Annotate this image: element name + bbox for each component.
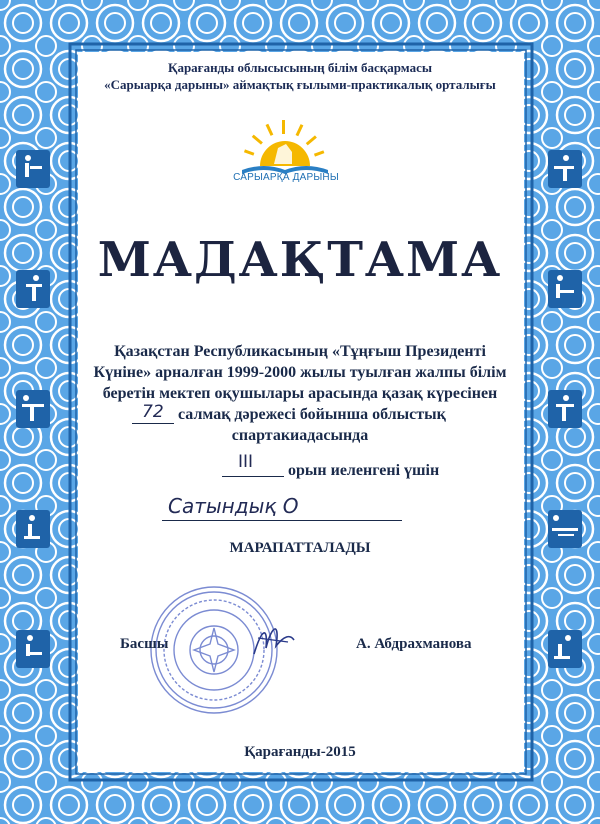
footer-city-year: Қарағанды-2015	[244, 744, 356, 760]
logo-caption: САРЫАРҚА ДАРЫНЫ	[233, 172, 339, 183]
place-handwritten: III	[238, 452, 254, 472]
body-line-1: Қазақстан Республикасының «Тұңғыш Президенті	[114, 343, 486, 360]
body-line-2: Күніне» арналған 1999-2000 жылы туылған жалпы білім	[93, 364, 507, 381]
recipient-underline	[162, 520, 402, 521]
weight-underline	[132, 423, 174, 424]
signature-scribble-icon	[248, 618, 298, 662]
place-underline	[222, 476, 284, 477]
awarded-text: МАРАПАТТАЛАДЫ	[229, 540, 371, 556]
signatory-role: Басшы	[120, 636, 169, 652]
recipient-handwritten: Сатындық О	[168, 494, 299, 518]
body-line-5: спартакиадасында	[231, 427, 369, 444]
signatory-name: А. Абдрахманова	[356, 636, 472, 652]
place-text: орын иеленгені үшін	[288, 462, 440, 479]
issuer-line: Қарағанды облысысының білім басқармасы	[168, 60, 432, 75]
body-line-4: салмақ дәрежесі бойынша облыстық	[178, 406, 446, 423]
organization-line: «Сарыарқа дарыны» аймақтық ғылыми-практикалық орталығы	[104, 77, 496, 92]
body-line-3: беретін мектеп оқушылары арасында қазақ күресінен	[102, 385, 498, 402]
weight-handwritten: 72	[142, 402, 164, 422]
page-title: МАДАҚТАМА	[97, 232, 503, 288]
